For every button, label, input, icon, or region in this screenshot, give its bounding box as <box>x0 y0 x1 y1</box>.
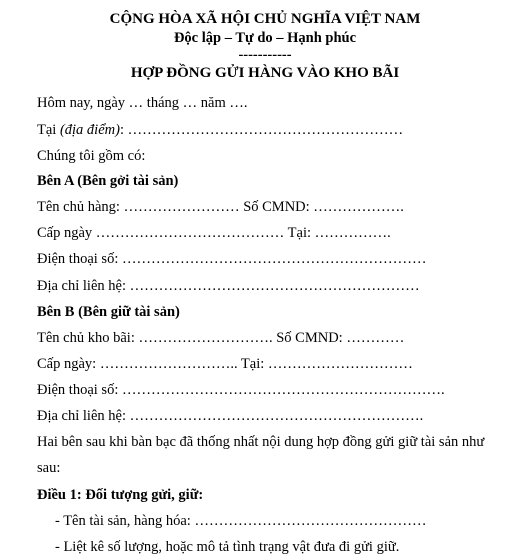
party-a-owner: Tên chủ hàng: …………………… Số CMND: ………………. <box>37 199 404 215</box>
place-italic: (địa điểm) <box>59 122 120 138</box>
place-suffix: : ………………………………………………… <box>119 122 404 138</box>
party-b-address: Địa chỉ liên hệ: ……………………………………………………. <box>37 408 424 424</box>
article-1-item-1: - Tên tài sản, hàng hóa: ………………………………………… <box>55 513 427 529</box>
place-line <box>37 121 403 139</box>
article-1-heading: Điều 1: Đối tượng gửi, giữ: <box>37 487 204 503</box>
nation-heading: CỘNG HÒA XÃ HỘI CHỦ NGHĨA VIỆT NAM <box>109 11 421 27</box>
agreement-line-1: Hai bên sau khi bàn bạc đã thống nhất nội dung hợp đồng gửi giữ tài sản như <box>37 434 485 450</box>
document-title: HỢP ĐỒNG GỬI HÀNG VÀO KHO BÃI <box>130 65 400 81</box>
party-a-heading: Bên A (Bên gởi tài sản) <box>37 173 179 189</box>
party-b-heading: Bên B (Bên giữ tài sản) <box>37 304 180 320</box>
article-1-item-2: - Liệt kê số lượng, hoặc mô tả tình trạng vật đưa đi gửi giữ. <box>55 539 400 555</box>
party-a-issued: Cấp ngày ………………………………… Tại: ……………. <box>37 225 391 241</box>
party-a-address: Địa chỉ liên hệ: …………………………………………………… <box>37 278 420 294</box>
party-b-issued: Cấp ngày: ……………………….. Tại: ………………………… <box>37 356 413 372</box>
place-prefix: Tại <box>37 122 60 138</box>
party-b-owner: Tên chủ kho bãi: ………………………. Số CMND: ………… <box>37 330 405 346</box>
party-b-phone: Điện thoại số: …………………………………………………………. <box>37 382 445 398</box>
date-line: Hôm nay, ngày … tháng … năm …. <box>37 95 248 111</box>
agreement-line-2: sau: <box>37 460 61 476</box>
party-a-phone: Điện thoại số: ……………………………………………………… <box>37 251 427 267</box>
motto: Độc lập – Tự do – Hạnh phúc <box>173 30 357 46</box>
parties-intro: Chúng tôi gồm có: <box>37 148 146 164</box>
divider: ----------- <box>238 47 292 63</box>
